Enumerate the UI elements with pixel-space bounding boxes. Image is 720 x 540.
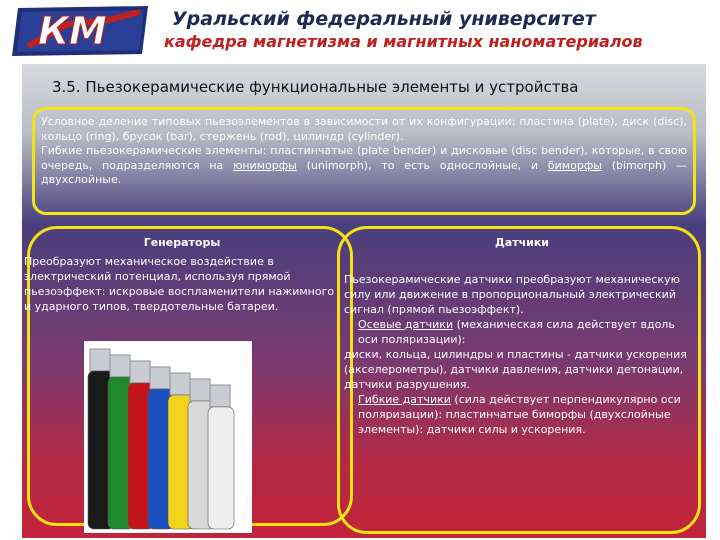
lighter-head: [130, 361, 150, 383]
sensors-intro: Пьезокерамические датчики преобразуют механическую силу или движение в пропорциональный электрический сигнал (прямой пьезоэффект).: [344, 273, 680, 316]
sensors-text: [344, 272, 690, 437]
axial-sensors: Осевые датчики (механическая сила действует вдоль оси поляризации):: [358, 318, 675, 346]
university-name: Уральский федеральный университет: [172, 8, 596, 30]
intro-paragraph-1: Условное деление типовых пьезоэлементов в зависимости от их конфигурации: пластина (plate), диск (disc), кольцо (ring), брусок (bar), стержень (rod), цилиндр (cylinder).: [41, 115, 687, 143]
bimorph-term: биморфы: [547, 158, 602, 172]
lighter-head: [190, 379, 210, 401]
header: [0, 0, 720, 62]
slide-panel: [22, 64, 706, 538]
department-name: кафедра магнетизма и магнитных наноматериалов: [164, 32, 643, 51]
slide-title: 3.5. Пьезокерамические функциональные элементы и устройства: [52, 78, 579, 96]
lighter-head: [210, 385, 230, 407]
logo-text: КМ: [38, 9, 107, 53]
intro-box: [32, 107, 696, 215]
lighter-head: [170, 373, 190, 395]
lighter-head: [90, 349, 110, 371]
intro-paragraph-2: Гибкие пьезокерамические элементы: пластинчатые (plate bender) и дисковые (disc bender), которые, в свою очередь, подразделяются на юниморфы (unimorph), то есть однослойные, и биморфы (bimorph) — двухслойные.: [41, 144, 688, 187]
generators-title: Генераторы: [143, 236, 221, 249]
bending-sensors: Гибкие датчики (сила действует перпендикулярно оси поляризации): пластинчатые биморфы (двухслойные элементы): датчики силы и ускорения.: [358, 393, 681, 436]
sensors-title: Датчики: [494, 236, 550, 249]
unimorph-term: юниморфы: [233, 158, 297, 172]
axial-sensors-label: Осевые датчики: [358, 318, 454, 331]
axial-sensors-list: диски, кольца, цилиндры и пластины - датчики ускорения (акселерометры), датчики давления, датчики детонации, датчики разрушения.: [344, 348, 687, 391]
bending-sensors-label: Гибкие датчики: [358, 393, 451, 406]
lighter-body: [208, 407, 234, 529]
lighter-head: [110, 355, 130, 377]
lighters-photo: [84, 341, 252, 533]
university-logo: [8, 2, 152, 58]
generators-text: Преобразуют механическое воздействие в электрический потенциал, используя прямой пьезоэффект: искровые воспламенители нажимного и ударного типов, твердотельные батареи.: [24, 255, 335, 313]
lighter-head: [150, 367, 170, 389]
